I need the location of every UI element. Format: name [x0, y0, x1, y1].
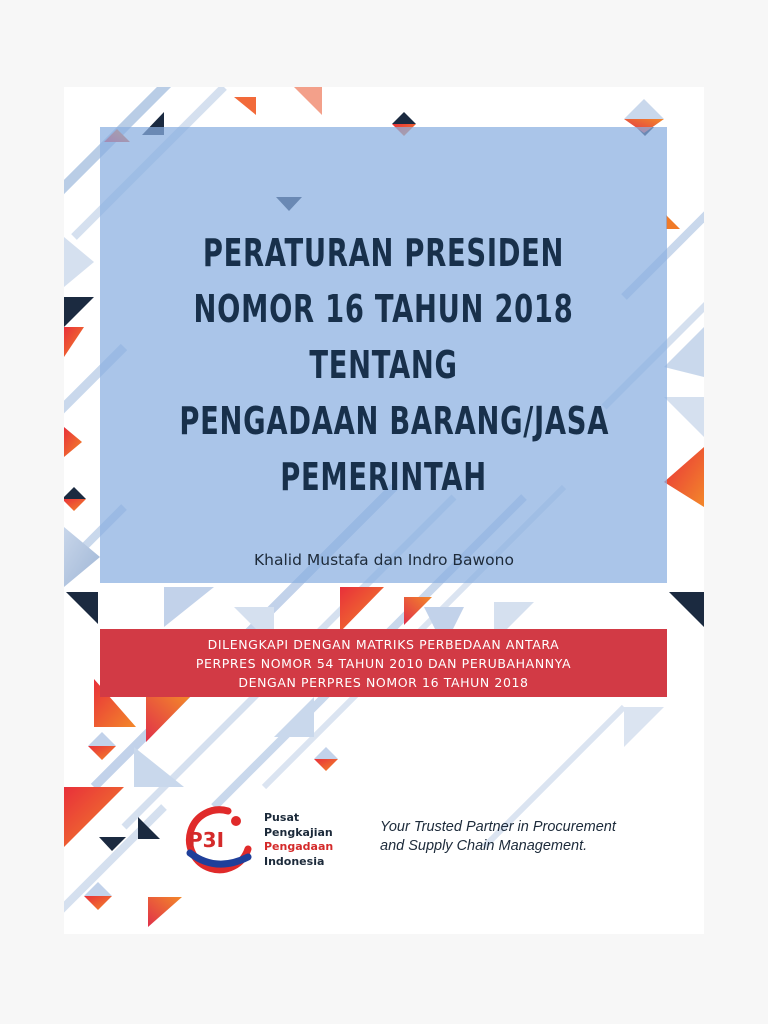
subtitle-banner	[100, 629, 667, 697]
book-cover	[64, 87, 704, 934]
banner-line-2: PERPRES NOMOR 54 TAHUN 2010 DAN PERUBAHANNYA	[195, 655, 572, 671]
logo-wordmark	[264, 811, 333, 869]
title-line-1: PERATURAN PRESIDEN	[202, 231, 565, 275]
title-panel	[100, 127, 667, 583]
authors: Khalid Mustafa dan Indro Bawono	[254, 551, 514, 569]
logo-line-1: Pusat	[264, 811, 300, 824]
tagline-line-2: and Supply Chain Management.	[380, 838, 588, 854]
logo-line-2: Pengkajian	[264, 825, 333, 839]
title-line-2: NOMOR 16 TAHUN 2018	[193, 287, 574, 331]
title-line-4: PENGADAAN BARANG/JASA	[179, 399, 610, 443]
tagline	[380, 818, 616, 856]
document-title	[100, 225, 667, 505]
banner-line-3: DENGAN PERPRES NOMOR 16 TAHUN 2018	[238, 674, 529, 690]
title-line-5: PEMERINTAH	[280, 455, 487, 499]
banner-line-1: DILENGKAPI DENGAN MATRIKS PERBEDAAN ANTARA	[207, 636, 560, 652]
tagline-line-1: Your Trusted Partner in Procurement	[380, 819, 616, 835]
logo-mark: P3I	[188, 828, 225, 852]
title-line-3: TENTANG	[309, 343, 458, 387]
logo-line-3: Pengadaan	[264, 840, 334, 853]
logo-line-4: Indonesia	[264, 854, 325, 868]
